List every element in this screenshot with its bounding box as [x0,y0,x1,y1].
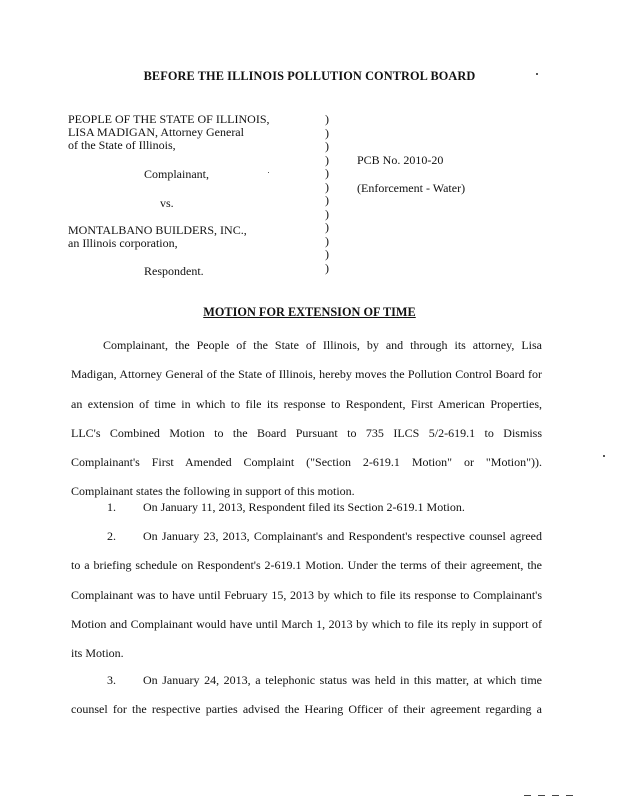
plaintiff-line-3: of the State of Illinois, [68,138,176,152]
motion-title: MOTION FOR EXTENSION OF TIME [203,305,416,319]
board-title: BEFORE THE ILLINOIS POLLUTION CONTROL BOARD [143,69,476,83]
scan-speck [268,172,269,173]
defendant-line-2: an Illinois corporation, [68,236,178,250]
item-line: Motion and Complainant would have until March 1, 2013 by which to file its reply in support of [71,616,542,631]
item-2-paragraph [71,522,542,668]
item-number: 1. [107,500,116,514]
item-line: On January 23, 2013, Complainant's and Respondent's respective counsel agreed [143,529,542,543]
caption-paren: ) [325,166,329,180]
intro-line: Complainant states the following in support of this motion. [71,484,355,499]
caption-paren: ) [325,139,329,153]
caption-paren: ) [325,260,329,275]
versus-label: vs. [160,196,174,210]
item-3-paragraph [71,666,542,725]
caption-paren: ) [325,247,329,261]
caption-paren: ) [325,220,329,234]
item-line: counsel for the respective parties advised the Hearing Officer of their agreement regarding a [71,702,542,717]
plaintiff-line-1: PEOPLE OF THE STATE OF ILLINOIS, [68,112,270,126]
item-line: On January 24, 2013, a telephonic status was held in this matter, at which time [143,673,542,687]
scan-dash [524,795,531,796]
caption-paren: ) [325,206,329,221]
caption-paren: ) [325,125,329,140]
scan-dash [538,795,545,796]
caption-paren: ) [325,152,329,167]
caption-paren: ) [325,112,329,126]
item-number: 3. [107,673,116,687]
item-line: its Motion. [71,646,124,661]
scan-dash [552,795,559,796]
respondent-label: Respondent. [144,264,204,278]
item-line: to a briefing schedule on Respondent's 2-619.1 Motion. Under the terms of their agreement, the [71,558,542,573]
item-line: On January 11, 2013, Respondent filed its Section 2-619.1 Motion. [143,500,465,514]
caption-paren: ) [325,193,329,207]
scan-speck [603,455,605,457]
caption-paren: ) [325,179,329,194]
item-number: 2. [107,529,116,543]
case-number: PCB No. 2010-20 [357,153,444,167]
intro-line: Madigan, Attorney General of the State of Illinois, hereby moves the Pollution Control Board for [71,367,542,382]
caption-paren: ) [325,233,329,248]
complainant-label: Complainant, [144,167,209,181]
intro-line: Complainant's First Amended Complaint ("Section 2-619.1 Motion" or "Motion")). [71,455,542,470]
item-line: Complainant was to have until February 15, 2013 by which to file its response to Complainant's [71,587,542,602]
defendant-line-1: MONTALBANO BUILDERS, INC., [68,223,247,237]
scan-speck [536,73,538,75]
plaintiff-line-2: LISA MADIGAN, Attorney General [68,125,244,139]
intro-line: Complainant, the People of the State of Illinois, by and through its attorney, Lisa [103,338,542,352]
intro-paragraph [71,331,542,507]
case-type: (Enforcement - Water) [357,181,466,195]
item-1-paragraph [71,493,542,522]
scan-dash [566,795,573,796]
intro-line: LLC's Combined Motion to the Board Pursuant to 735 ILCS 5/2-619.1 to Dismiss [71,425,542,440]
intro-line: an extension of time in which to file its response to Respondent, First American Properties, [71,396,542,411]
